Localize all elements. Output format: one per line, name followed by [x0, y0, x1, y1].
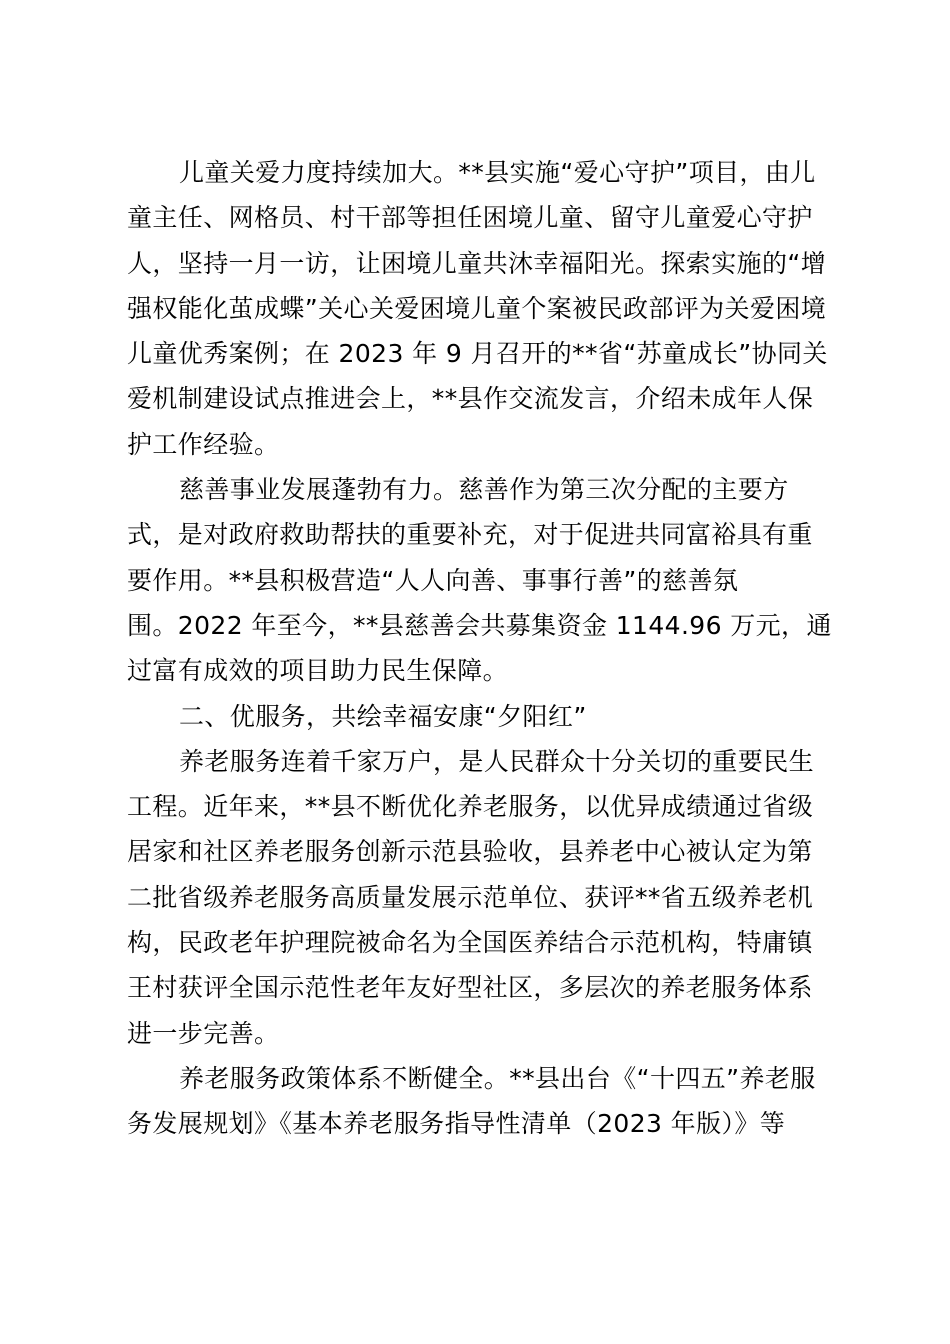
paragraph-line: 过富有成效的项目助力民生保障。	[127, 656, 509, 686]
paragraph-line: 强权能化茧成蝶”关心关爱困境儿童个案被民政部评为关爱困境	[127, 293, 827, 323]
section-heading: 二、优服务，共绘幸福安康“夕阳红”	[179, 701, 587, 731]
paragraph-line: 儿童关爱力度持续加大。**县实施“爱心守护”项目，由儿	[179, 158, 816, 187]
paragraph-line: 慈善事业发展蓬勃有力。慈善作为第三次分配的主要方	[179, 475, 789, 505]
document-body	[127, 150, 832, 1147]
paragraph-line: 护工作经验。	[127, 429, 280, 459]
paragraph-line: 构，民政老年护理院被命名为全国医养结合示范机构，特庸镇	[127, 928, 813, 958]
paragraph-line: 工程。近年来，**县不断优化养老服务，以优异成绩通过省级	[127, 792, 814, 822]
paragraph-line: 二批省级养老服务高质量发展示范单位、获评**省五级养老机	[127, 882, 814, 912]
paragraph-line: 居家和社区养老服务创新示范县验收，县养老中心被认定为第	[127, 837, 813, 867]
paragraph-line: 要作用。**县积极营造“人人向善、事事行善”的慈善氛	[127, 565, 739, 595]
paragraph-line: 人，坚持一月一访，让困境儿童共沐幸福阳光。探索实施的“增	[127, 248, 827, 278]
paragraph-line: 童主任、网格员、村干部等担任困境儿童、留守儿童爱心守护	[127, 203, 813, 233]
paragraph-line: 养老服务连着千家万户，是人民群众十分关切的重要民生	[179, 746, 815, 776]
paragraph-line: 围。2022 年至今，**县慈善会共募集资金 1144.96 万元，通	[127, 610, 832, 640]
paragraph-line: 式，是对政府救助帮扶的重要补充，对于促进共同富裕具有重	[127, 520, 813, 550]
paragraph-line: 务发展规划》《基本养老服务指导性清单（2023 年版）》等	[127, 1109, 786, 1139]
paragraph-line: 爱机制建设试点推进会上，**县作交流发言，介绍未成年人保	[127, 384, 814, 414]
paragraph-line: 养老服务政策体系不断健全。**县出台《“十四五”养老服	[179, 1063, 816, 1093]
paragraph-line: 王村获评全国示范性老年友好型社区，多层次的养老服务体系	[127, 973, 813, 1003]
paragraph-line: 儿童优秀案例；在 2023 年 9 月召开的**省“苏童成长”协同关	[127, 339, 828, 369]
paragraph-line: 进一步完善。	[127, 1018, 280, 1048]
